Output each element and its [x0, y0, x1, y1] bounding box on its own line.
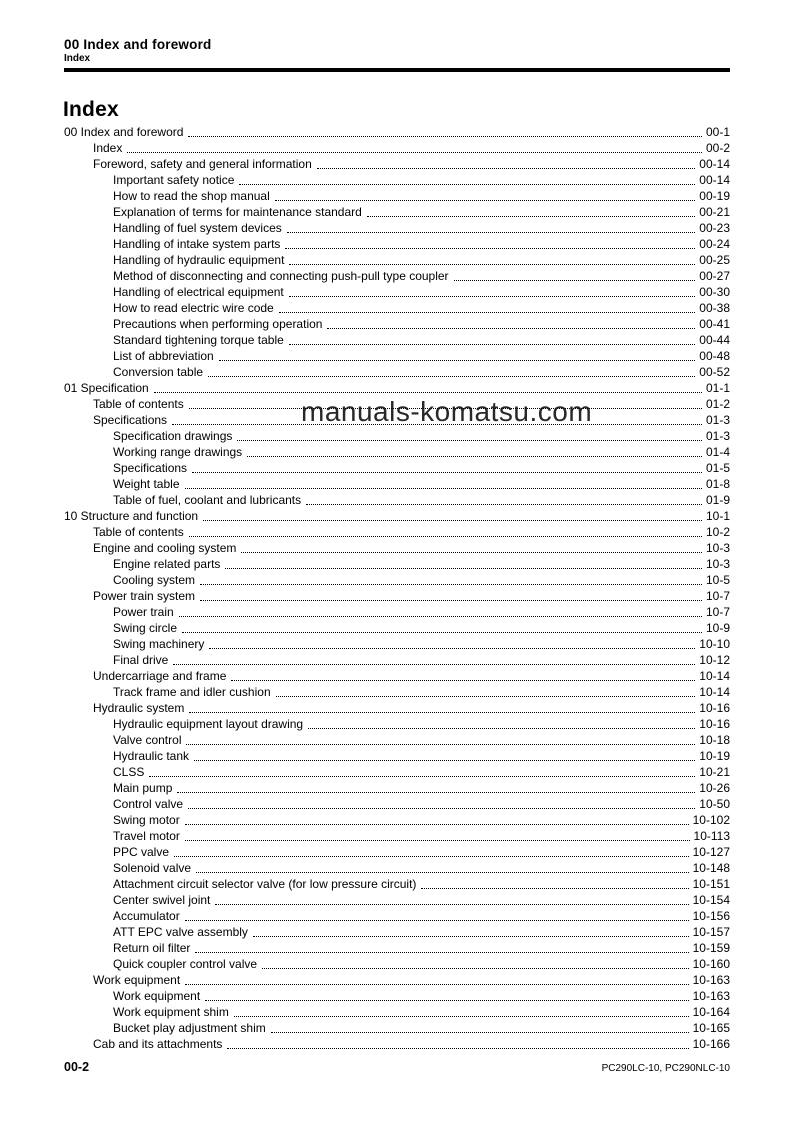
- toc-entry-label: List of abbreviation: [113, 349, 214, 363]
- toc-entry: [64, 924, 730, 940]
- toc-entry-page: 10-14: [699, 669, 730, 683]
- toc-entry-page: 00-38: [699, 301, 730, 315]
- toc-entry-label: Foreword, safety and general information: [93, 157, 312, 171]
- toc-leader-dots: [253, 936, 689, 937]
- toc-entry-page: 00-41: [699, 317, 730, 331]
- toc-leader-dots: [262, 968, 689, 969]
- toc-leader-dots: [192, 472, 702, 473]
- toc-leader-dots: [219, 360, 696, 361]
- toc-entry-page: 10-127: [692, 845, 730, 859]
- toc-leader-dots: [225, 568, 702, 569]
- toc-entry-page: 10-16: [699, 701, 730, 715]
- footer-model-names: PC290LC-10, PC290NLC-10: [601, 1063, 730, 1074]
- toc-entry: [64, 492, 730, 508]
- toc-entry-label: Cab and its attachments: [93, 1037, 223, 1051]
- toc-leader-dots: [276, 696, 696, 697]
- toc-entry-label: Handling of hydraulic equipment: [113, 253, 285, 267]
- toc-entry: [64, 972, 730, 988]
- toc-entry: [64, 364, 730, 380]
- toc-entry-label: 00 Index and foreword: [64, 125, 184, 139]
- toc-entry-label: Table of contents: [93, 525, 184, 539]
- toc-entry: [64, 620, 730, 636]
- toc-entry-label: Method of disconnecting and connecting push-pull type coupler: [113, 269, 449, 283]
- toc-entry-label: Travel motor: [113, 829, 180, 843]
- toc-entry: [64, 588, 730, 604]
- toc-leader-dots: [177, 792, 695, 793]
- toc-entry-label: Accumulator: [113, 909, 180, 923]
- toc-entry-page: 10-113: [693, 829, 730, 843]
- toc-entry: [64, 444, 730, 460]
- toc-entry-label: Hydraulic equipment layout drawing: [113, 717, 304, 731]
- toc-entry-page: 10-159: [692, 941, 730, 955]
- watermark-text: manuals-komatsu.com: [301, 396, 593, 427]
- toc-entry-label: Work equipment: [113, 989, 201, 1003]
- toc-entry: [64, 140, 730, 156]
- toc-entry: [64, 236, 730, 252]
- toc-entry-page: 01-3: [705, 429, 730, 443]
- toc-entry: [64, 332, 730, 348]
- toc-leader-dots: [203, 520, 702, 521]
- toc-entry: [64, 844, 730, 860]
- toc-entry-page: 00-2: [705, 141, 730, 155]
- toc-entry-page: 10-14: [699, 685, 730, 699]
- toc-entry-label: Explanation of terms for maintenance standard: [113, 205, 362, 219]
- toc-entry-page: 10-1: [705, 509, 730, 523]
- toc-entry-label: Work equipment shim: [113, 1005, 229, 1019]
- toc-entry-label: Engine and cooling system: [93, 541, 237, 555]
- toc-entry-label: Undercarriage and frame: [93, 669, 227, 683]
- toc-entry-label: Handling of fuel system devices: [113, 221, 282, 235]
- toc-entry-page: 10-9: [705, 621, 730, 635]
- toc-entry-page: 10-12: [699, 653, 730, 667]
- toc-entry: [64, 268, 730, 284]
- toc-entry: [64, 684, 730, 700]
- toc-entry-page: 00-30: [699, 285, 730, 299]
- toc-entry-label: Return oil filter: [113, 941, 191, 955]
- toc-entry-label: Power train system: [93, 589, 196, 603]
- toc-entry-page: 10-102: [692, 813, 730, 827]
- toc-entry: [64, 908, 730, 924]
- toc-entry-label: Standard tightening torque table: [113, 333, 284, 347]
- toc-entry-page: 10-163: [692, 989, 730, 1003]
- toc-leader-dots: [454, 280, 696, 281]
- toc-entry: [64, 316, 730, 332]
- toc-entry-label: Hydraulic system: [93, 701, 185, 715]
- toc-leader-dots: [289, 264, 695, 265]
- toc-leader-dots: [179, 616, 702, 617]
- toc-entry: [64, 508, 730, 524]
- toc-entry-page: 00-19: [699, 189, 730, 203]
- toc-leader-dots: [271, 1032, 689, 1033]
- toc-leader-dots: [196, 872, 689, 873]
- toc-entry: [64, 380, 730, 396]
- toc-entry: [64, 124, 730, 140]
- toc-entry: [64, 748, 730, 764]
- toc-leader-dots: [231, 680, 695, 681]
- toc-entry: [64, 204, 730, 220]
- toc-entry-label: Handling of electrical equipment: [113, 285, 284, 299]
- toc-entry-label: Handling of intake system parts: [113, 237, 281, 251]
- toc-entry: [64, 828, 730, 844]
- toc-entry-page: 01-9: [705, 493, 730, 507]
- toc-entry: [64, 812, 730, 828]
- toc-entry: [64, 716, 730, 732]
- toc-entry-page: 10-5: [705, 573, 730, 587]
- toc-entry: [64, 860, 730, 876]
- toc-entry: [64, 700, 730, 716]
- toc-entry-page: 01-1: [705, 381, 730, 395]
- toc-leader-dots: [215, 904, 688, 905]
- toc-entry-page: 00-23: [699, 221, 730, 235]
- toc-leader-dots: [185, 920, 689, 921]
- toc-entry-page: 10-18: [699, 733, 730, 747]
- toc-leader-dots: [189, 712, 695, 713]
- toc-entry: [64, 476, 730, 492]
- toc-entry: [64, 460, 730, 476]
- toc-entry-label: Specifications: [93, 413, 168, 427]
- toc-entry: [64, 732, 730, 748]
- toc-entry-label: Engine related parts: [113, 557, 221, 571]
- toc-entry-page: 01-8: [705, 477, 730, 491]
- toc-entry: [64, 524, 730, 540]
- toc-entry-label: Specifications: [113, 461, 188, 475]
- toc-entry-page: 00-52: [699, 365, 730, 379]
- toc-entry-page: 10-7: [705, 605, 730, 619]
- toc-entry-label: How to read the shop manual: [113, 189, 270, 203]
- toc-entry-label: Hydraulic tank: [113, 749, 190, 763]
- toc-entry-label: PPC valve: [113, 845, 170, 859]
- toc-entry-label: Bucket play adjustment shim: [113, 1021, 266, 1035]
- toc-entry-page: 10-26: [699, 781, 730, 795]
- toc-leader-dots: [174, 856, 689, 857]
- toc-entry-label: Specification drawings: [113, 429, 233, 443]
- toc-entry-label: Quick coupler control valve: [113, 957, 258, 971]
- toc-entry-label: Attachment circuit selector valve (for low pressure circuit): [113, 877, 417, 891]
- toc-leader-dots: [185, 824, 689, 825]
- toc-entry: [64, 876, 730, 892]
- toc-entry: [64, 796, 730, 812]
- header-section-title: Index: [64, 53, 91, 64]
- page-title: Index: [63, 98, 119, 121]
- toc-entry-page: 10-21: [699, 765, 730, 779]
- toc-leader-dots: [308, 728, 695, 729]
- toc-entry-label: Final drive: [113, 653, 169, 667]
- header-rule: [64, 68, 730, 72]
- toc-entry: [64, 348, 730, 364]
- page-header: [64, 36, 730, 72]
- toc-entry-label: Valve control: [113, 733, 182, 747]
- toc-entry-page: 00-48: [699, 349, 730, 363]
- toc-leader-dots: [185, 984, 688, 985]
- toc-entry-label: Table of contents: [93, 397, 184, 411]
- toc-leader-dots: [209, 648, 695, 649]
- toc-entry-page: 10-154: [692, 893, 730, 907]
- page-footer: [64, 1060, 730, 1074]
- toc-leader-dots: [194, 760, 695, 761]
- toc-entry-label: How to read electric wire code: [113, 301, 274, 315]
- toc-entry-page: 10-3: [705, 557, 730, 571]
- toc-entry: [64, 780, 730, 796]
- toc-leader-dots: [182, 632, 702, 633]
- toc-leader-dots: [241, 552, 702, 553]
- toc-entry-label: Control valve: [113, 797, 184, 811]
- toc-entry-page: 10-7: [705, 589, 730, 603]
- toc-entry-page: 10-160: [692, 957, 730, 971]
- toc-leader-dots: [289, 296, 696, 297]
- toc-entry-page: 10-164: [692, 1005, 730, 1019]
- toc-leader-dots: [367, 216, 695, 217]
- toc-entry-page: 10-19: [699, 749, 730, 763]
- toc-entry: [64, 156, 730, 172]
- toc-leader-dots: [189, 536, 702, 537]
- toc-entry: [64, 428, 730, 444]
- toc-entry-page: 00-27: [699, 269, 730, 283]
- toc-leader-dots: [200, 600, 702, 601]
- toc-entry-page: 00-44: [699, 333, 730, 347]
- toc-entry-label: Cooling system: [113, 573, 196, 587]
- toc-entry-page: 01-2: [705, 397, 730, 411]
- toc-entry-label: Important safety notice: [113, 173, 235, 187]
- header-chapter-title: 00 Index and foreword: [64, 37, 212, 52]
- toc-entry-label: Swing machinery: [113, 637, 205, 651]
- toc-entry: [64, 172, 730, 188]
- toc-entry-page: 00-1: [705, 125, 730, 139]
- toc-entry-label: Working range drawings: [113, 445, 243, 459]
- toc-entry-label: Precautions when performing operation: [113, 317, 323, 331]
- toc-leader-dots: [208, 376, 695, 377]
- toc-entry-page: 10-10: [699, 637, 730, 651]
- toc-leader-dots: [239, 184, 695, 185]
- toc-leader-dots: [279, 312, 696, 313]
- toc-entry-page: 10-157: [692, 925, 730, 939]
- toc-entry-label: CLSS: [113, 765, 145, 779]
- toc-leader-dots: [289, 344, 696, 345]
- toc-entry: [64, 652, 730, 668]
- toc-leader-dots: [185, 488, 702, 489]
- toc-leader-dots: [275, 200, 696, 201]
- toc-entry: [64, 572, 730, 588]
- toc-entry: [64, 300, 730, 316]
- toc-entry: [64, 1004, 730, 1020]
- toc-entry-page: 01-3: [705, 413, 730, 427]
- toc-entry-page: 00-14: [699, 157, 730, 171]
- toc-entry-page: 10-163: [692, 973, 730, 987]
- toc-entry: [64, 604, 730, 620]
- toc-entry-label: Index: [93, 141, 123, 155]
- toc-entry-page: 01-5: [705, 461, 730, 475]
- toc-leader-dots: [154, 392, 702, 393]
- toc-entry: [64, 188, 730, 204]
- toc-entry-page: 10-2: [705, 525, 730, 539]
- toc-entry-page: 01-4: [705, 445, 730, 459]
- toc-leader-dots: [306, 504, 702, 505]
- toc-entry-page: 10-16: [699, 717, 730, 731]
- toc-leader-dots: [421, 888, 688, 889]
- toc-entry: [64, 668, 730, 684]
- footer-page-number: 00-2: [64, 1060, 90, 1074]
- toc-entry-page: 00-14: [699, 173, 730, 187]
- toc-leader-dots: [186, 744, 695, 745]
- toc-leader-dots: [234, 1016, 689, 1017]
- toc-entry-label: 10 Structure and function: [64, 509, 199, 523]
- toc-entry-label: Work equipment: [93, 973, 181, 987]
- toc-entry-page: 10-151: [692, 877, 730, 891]
- toc-entry: [64, 988, 730, 1004]
- toc-entry: [64, 220, 730, 236]
- toc-entry: [64, 764, 730, 780]
- toc-entry: [64, 556, 730, 572]
- toc-entry: [64, 940, 730, 956]
- toc-entry: [64, 284, 730, 300]
- toc-leader-dots: [200, 584, 702, 585]
- toc-entry-page: 10-156: [692, 909, 730, 923]
- toc-entry-label: Power train: [113, 605, 174, 619]
- toc-entry-page: 10-166: [692, 1037, 730, 1051]
- toc-entry-label: ATT EPC valve assembly: [113, 925, 248, 939]
- toc-entry-label: Table of fuel, coolant and lubricants: [113, 493, 302, 507]
- toc-entry-page: 10-148: [692, 861, 730, 875]
- toc-entry: [64, 1036, 730, 1052]
- toc-entry: [64, 636, 730, 652]
- toc-entry-label: Center swivel joint: [113, 893, 211, 907]
- toc-entry-page: 10-50: [699, 797, 730, 811]
- toc-entry-label: Conversion table: [113, 365, 204, 379]
- toc-leader-dots: [188, 136, 702, 137]
- toc-leader-dots: [247, 456, 702, 457]
- toc-entry-page: 00-21: [699, 205, 730, 219]
- toc-entry-label: Main pump: [113, 781, 173, 795]
- toc-entry-page: 10-3: [705, 541, 730, 555]
- toc-entry-page: 00-25: [699, 253, 730, 267]
- toc-list: [64, 124, 730, 1052]
- toc-leader-dots: [205, 1000, 688, 1001]
- toc-entry: [64, 956, 730, 972]
- toc-leader-dots: [188, 808, 695, 809]
- toc-entry: [64, 1020, 730, 1036]
- toc-entry: [64, 540, 730, 556]
- toc-leader-dots: [185, 840, 690, 841]
- toc-leader-dots: [173, 664, 695, 665]
- toc-leader-dots: [237, 440, 702, 441]
- toc-entry-page: 00-24: [699, 237, 730, 251]
- toc-leader-dots: [127, 152, 702, 153]
- toc-leader-dots: [287, 232, 696, 233]
- toc-entry: [64, 892, 730, 908]
- toc-leader-dots: [149, 776, 695, 777]
- toc-entry-label: Track frame and idler cushion: [113, 685, 271, 699]
- toc-leader-dots: [285, 248, 695, 249]
- toc-entry-label: Weight table: [113, 477, 180, 491]
- toc-entry-label: Swing motor: [113, 813, 180, 827]
- toc-leader-dots: [227, 1048, 688, 1049]
- toc-entry-label: 01 Specification: [64, 381, 149, 395]
- toc-leader-dots: [195, 952, 688, 953]
- toc-leader-dots: [317, 168, 696, 169]
- toc-entry-page: 10-165: [692, 1021, 730, 1035]
- toc-entry-label: Swing circle: [113, 621, 178, 635]
- toc-entry: [64, 252, 730, 268]
- toc-entry-label: Solenoid valve: [113, 861, 192, 875]
- toc-leader-dots: [327, 328, 695, 329]
